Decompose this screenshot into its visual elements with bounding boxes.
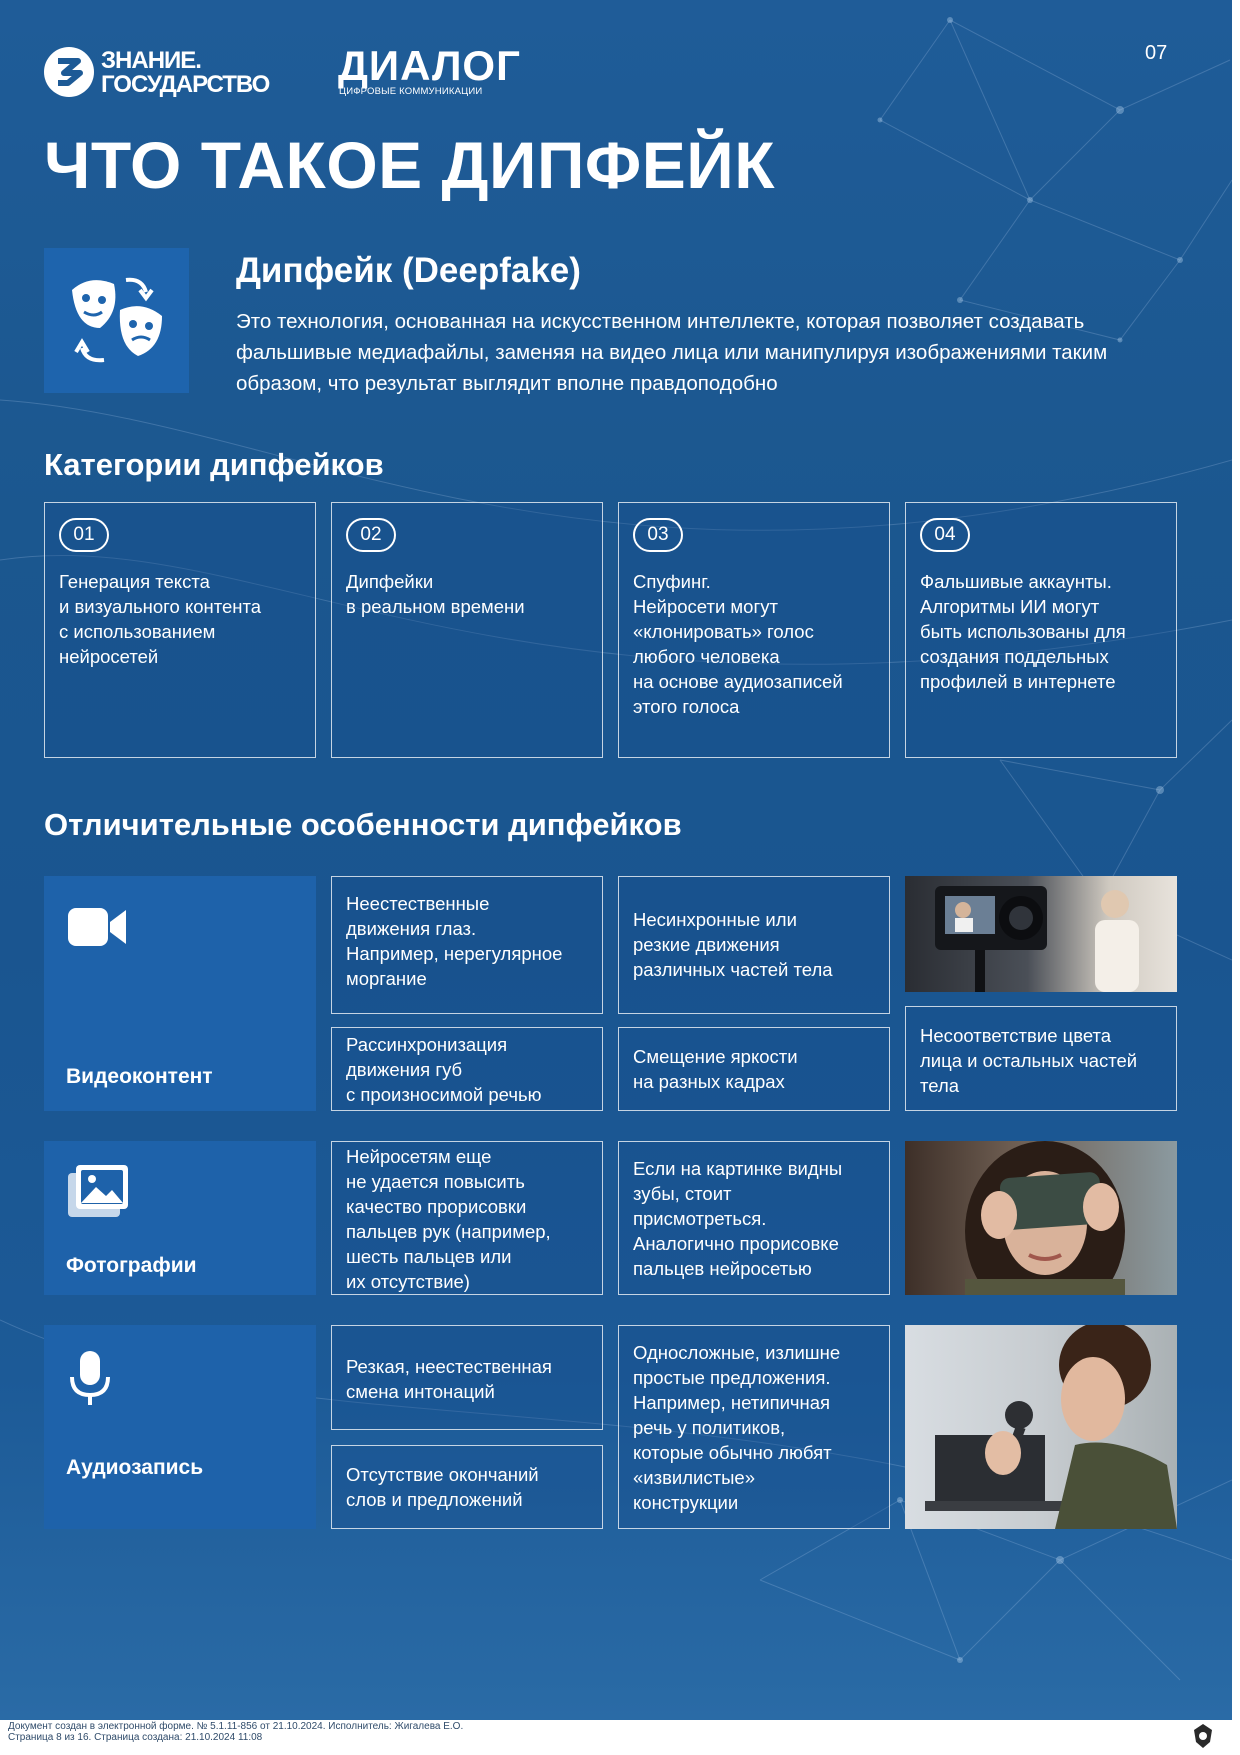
audio-feature-item: Отсутствие окончаний слов и предложений [331,1445,603,1529]
znanie-badge-icon [44,47,94,97]
camera-photo [905,876,1177,992]
video-camera-icon [66,904,130,955]
woman-with-microphone-photo [905,1325,1177,1529]
categories-title: Категории дипфейков [44,447,384,482]
document-footer [8,1721,1228,1755]
category-card-03 [618,502,890,758]
microphone-icon [66,1349,114,1412]
dialog-logo [338,42,521,100]
dialog-logo-title: ДИАЛОГ [338,42,521,89]
audio-feature-item: Резкая, неестественная смена интонаций [331,1325,603,1430]
category-card-04 [905,502,1177,758]
video-feature-item: Смещение яркости на разных кадрах [618,1027,890,1111]
photo-feature-tile [44,1141,316,1295]
photo-feature-label: Фотографии [66,1254,197,1277]
video-feature-label: Видеоконтент [66,1065,213,1088]
category-number: 01 [59,518,109,552]
category-number: 03 [633,518,683,552]
video-feature-item: Несоответствие цвета лица и остальных частей тела [905,1006,1177,1111]
znanie-logo-text: ЗНАНИЕ. ГОСУДАРСТВО [101,47,270,98]
video-feature-item: Рассинхронизация движения губ с произносимой речью [331,1027,603,1111]
photo-feature-item: Если на картинке видны зубы, стоит присмотреться. Аналогично прорисовке пальцев нейросетью [618,1141,890,1295]
category-text: Генерация текста и визуального контента с использованием нейросетей [59,571,262,667]
category-text: Спуфинг. Нейросети могут «клонировать» голос любого человека на основе аудиозаписей этого голоса [633,571,843,717]
category-number: 04 [920,518,970,552]
features-title: Отличительные особенности дипфейков [44,807,682,842]
category-text: Фальшивые аккаунты. Алгоритмы ИИ могут быть использованы для создания поддельных профилей в интернете [920,571,1126,692]
category-card-02 [331,502,603,758]
definition-title: Дипфейк (Deepfake) [236,251,581,290]
audio-feature-item: Односложные, излишне простые предложения. Например, нетипичная речь у политиков, которые обычно любят «извилистые» конструкции [618,1325,890,1529]
definition-text: Это технология, основанная на искусственном интеллекте, которая позволяет создавать фальшивые медиафайлы, заменяя на видео лица или манипулируя изображениями таким образом, что результат выглядит вполне правдоподобно [236,310,1108,395]
photo-feature-item: Нейросетям еще не удается повысить качество прорисовки пальцев рук (например, шесть пальцев или их отсутствие) [331,1141,603,1295]
category-text: Дипфейки в реальном времени [346,571,525,617]
dialog-logo-subtitle: ЦИФРОВЫЕ КОММУНИКАЦИИ [339,86,483,97]
emblem-icon [1190,1722,1216,1750]
page-title: ЧТО ТАКОЕ ДИПФЕЙК [44,128,775,202]
page-number: 07 [1145,42,1168,64]
video-feature-item: Неестественные движения глаз. Например, нерегулярное моргание [331,876,603,1014]
image-icon [66,1163,130,1226]
video-feature-item: Несинхронные или резкие движения различных частей тела [618,876,890,1014]
footer-line-1: Документ создан в электронной форме. № 5.1.11-856 от 21.10.2024. Исполнитель: Жигалева Е.О. [8,1721,464,1732]
category-card-01 [44,502,316,758]
masks-icon [44,248,189,393]
woman-with-phone-photo [905,1141,1177,1295]
category-number: 02 [346,518,396,552]
znanie-logo [44,47,274,101]
footer-line-2: Страница 8 из 16. Страница создана: 21.10.2024 11:08 [8,1732,263,1743]
audio-feature-label: Аудиозапись [66,1456,204,1479]
video-feature-tile [44,876,316,1111]
audio-feature-tile [44,1325,316,1529]
